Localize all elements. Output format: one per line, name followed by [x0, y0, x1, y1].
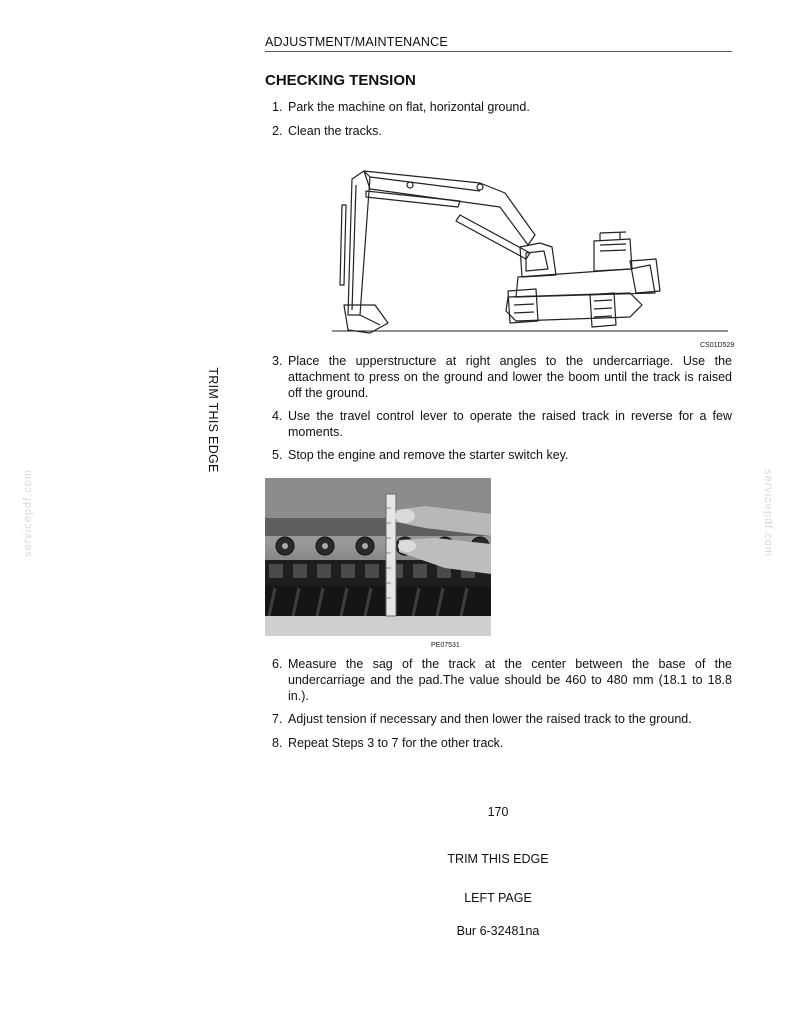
step-text: Use the travel control lever to operate the raised track in reverse for a few moments. [288, 409, 732, 439]
step-number: 2. [272, 124, 283, 138]
step-number: 7. [272, 712, 283, 726]
footer-doc-code: Bur 6-32481na [456, 924, 540, 938]
step-7 [272, 711, 732, 727]
step-text: Place the upperstructure at right angles to the undercarriage. Use the attachment to press on the ground and lower the boom until the track is raised off the ground. [288, 354, 732, 400]
watermark-left: servicepdf.com [22, 469, 34, 557]
step-3 [272, 353, 732, 401]
step-text: Clean the tracks. [288, 124, 382, 138]
step-5 [272, 447, 732, 463]
section-title: CHECKING TENSION [265, 72, 416, 89]
step-text: Adjust tension if necessary and then lower the raised track to the ground. [288, 712, 692, 726]
step-2 [272, 123, 732, 139]
step-text: Measure the sag of the track at the center between the base of the undercarriage and the pad.The value should be 460 to 480 mm (18.1 to 18.8 in.). [288, 657, 732, 703]
step-number: 5. [272, 448, 283, 462]
page-number: 170 [487, 805, 509, 819]
step-number: 6. [272, 657, 283, 671]
step-1 [272, 99, 732, 115]
step-text: Stop the engine and remove the starter switch key. [288, 448, 569, 462]
step-8 [272, 735, 732, 751]
step-6 [272, 656, 732, 704]
step-number: 4. [272, 409, 283, 423]
trim-edge-side-label: TRIM THIS EDGE [206, 367, 220, 473]
step-text: Park the machine on flat, horizontal ground. [288, 100, 530, 114]
track-measurement-photo [265, 478, 491, 636]
step-4 [272, 408, 732, 440]
step-number: 1. [272, 100, 283, 114]
excavator-illustration [330, 165, 730, 335]
footer-trim-label: TRIM THIS EDGE [447, 852, 549, 866]
footer-page-side: LEFT PAGE [464, 891, 532, 905]
step-number: 8. [272, 736, 283, 750]
step-number: 3. [272, 354, 283, 368]
step-text: Repeat Steps 3 to 7 for the other track. [288, 736, 504, 750]
watermark-right: servicepdf.com [762, 469, 774, 557]
header-section-label: ADJUSTMENT/MAINTENANCE [265, 35, 448, 49]
figure-code-excavator: CS01D529 [700, 342, 735, 349]
header-divider [265, 51, 732, 52]
figure-code-photo: PE07531 [431, 642, 460, 649]
